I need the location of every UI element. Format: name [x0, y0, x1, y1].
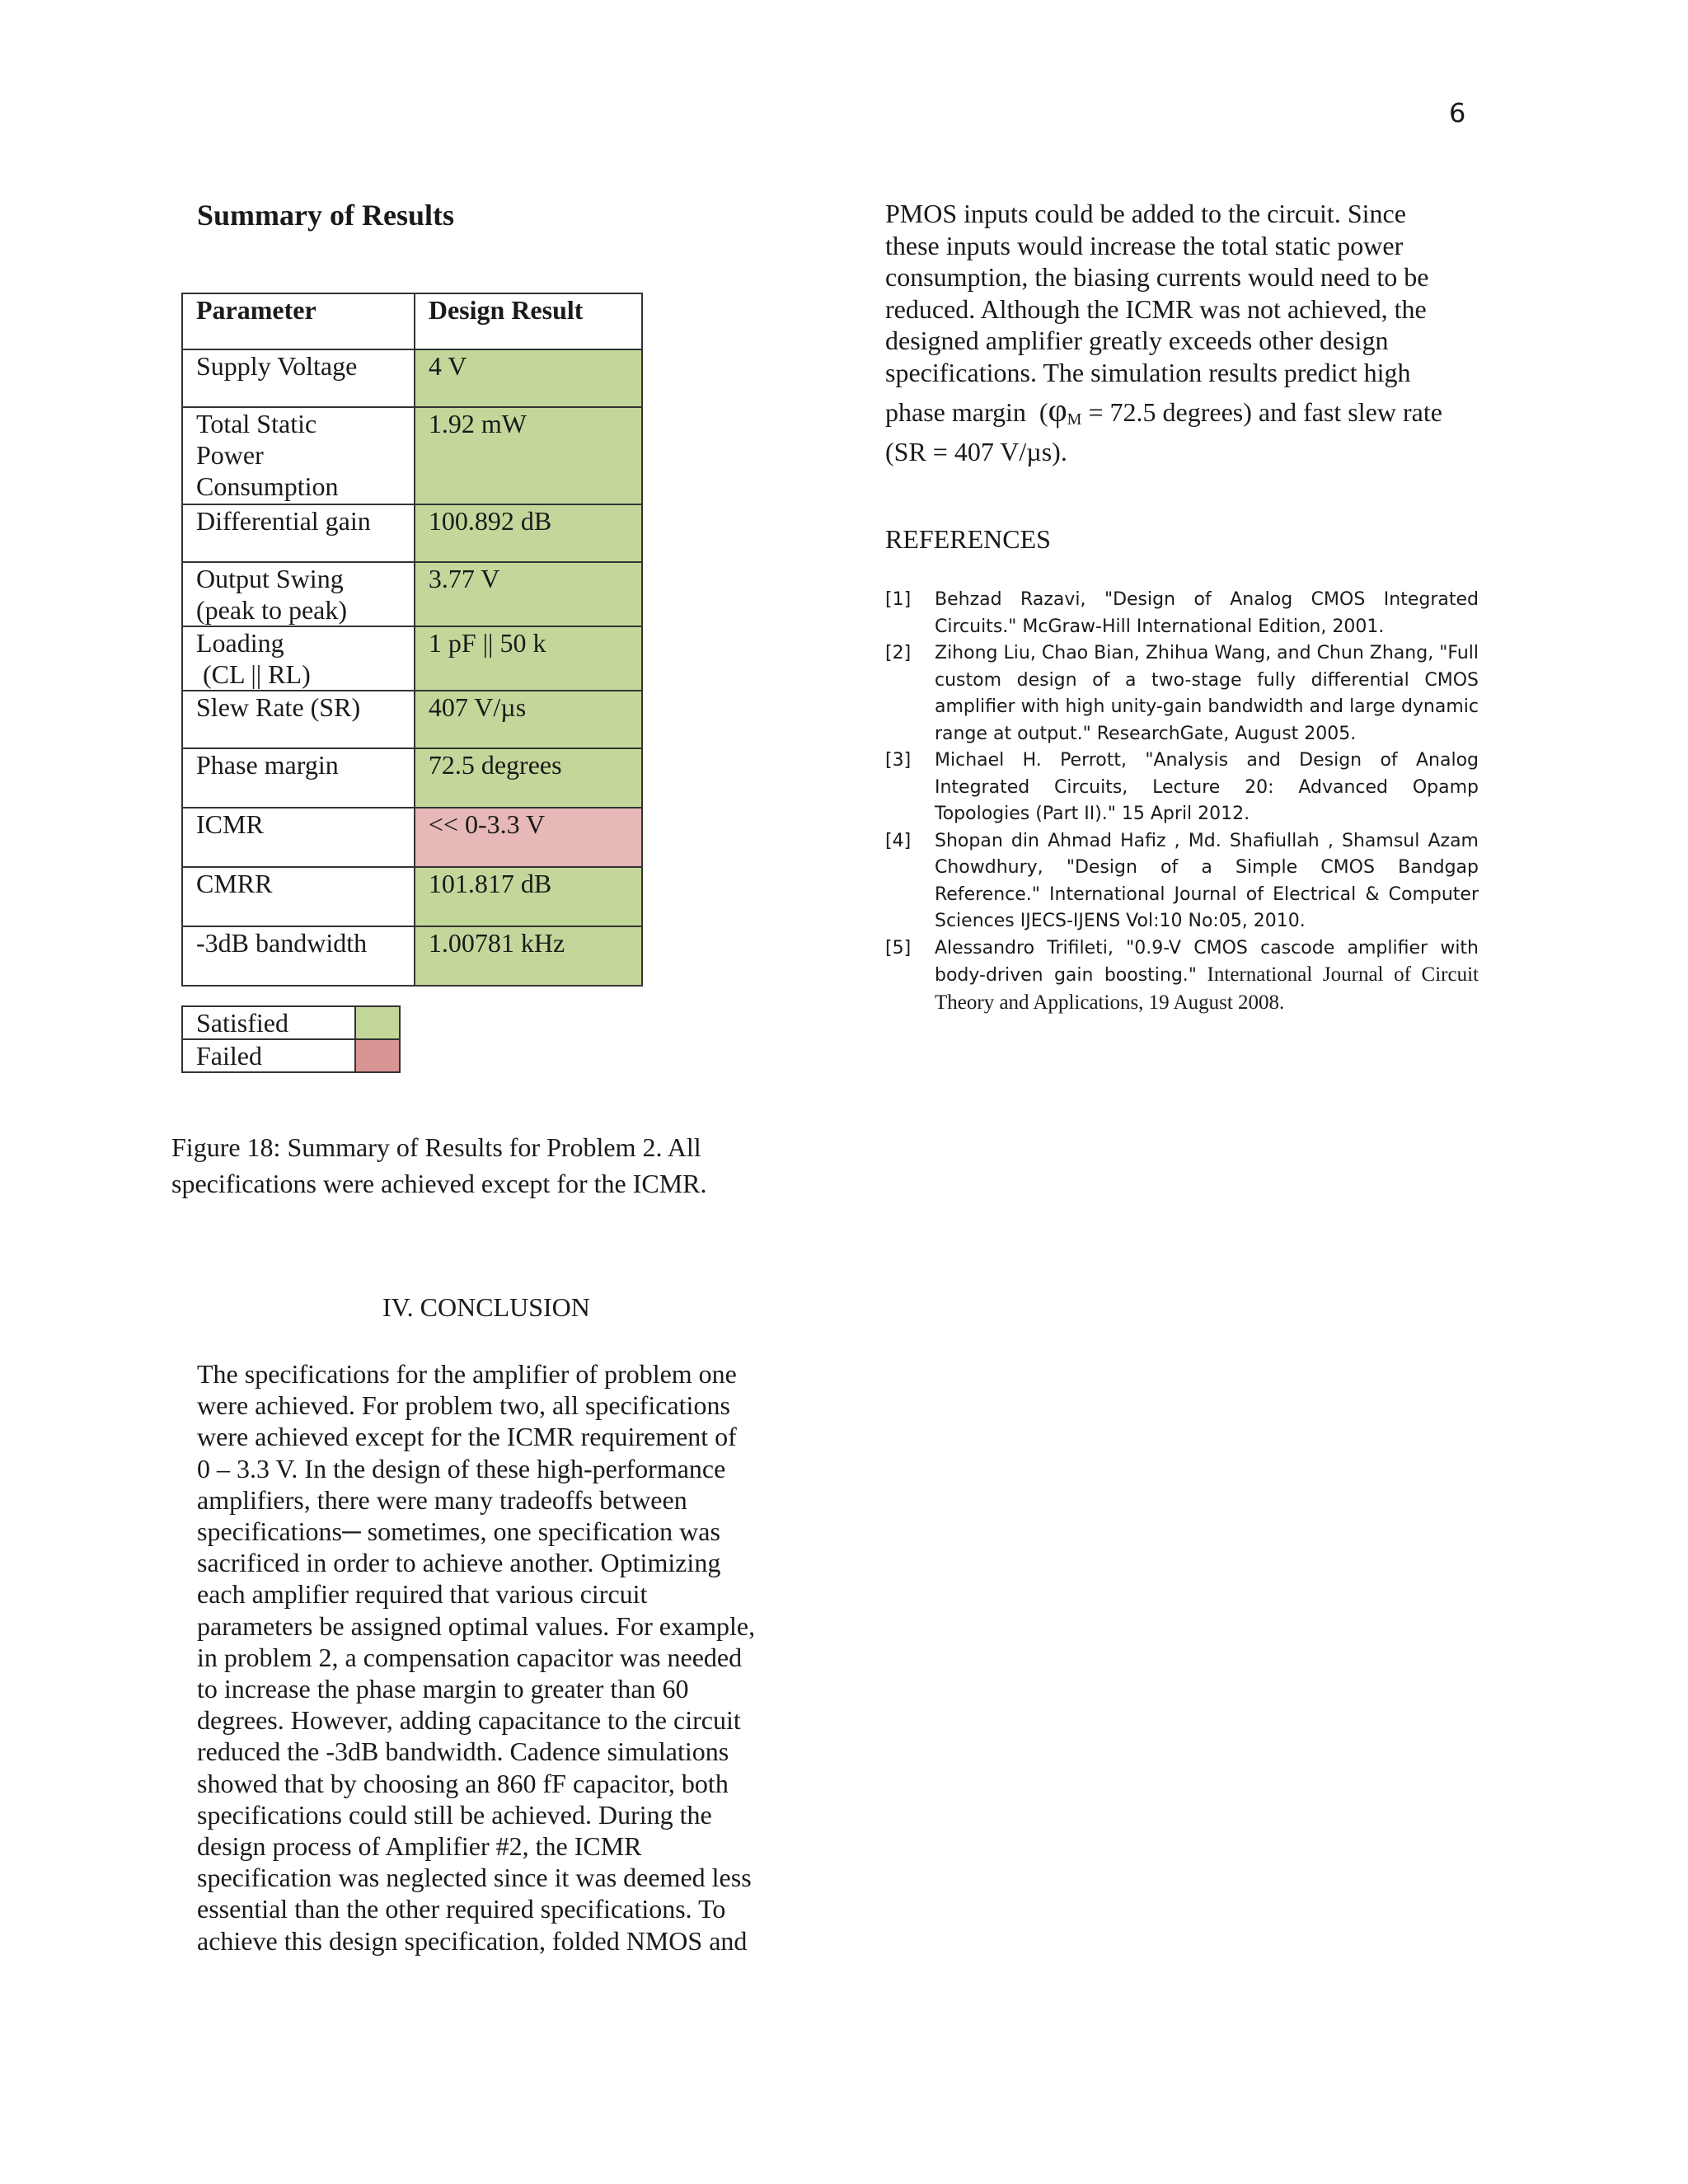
body-line: parameters be assigned optimal values. For example, — [197, 1610, 756, 1641]
row-value: 407 V/µs — [415, 691, 642, 748]
conclusion-body — [197, 1358, 799, 1957]
row-param-line: (peak to peak) — [196, 595, 348, 625]
body-line: specifications could still be achieved. During the — [197, 1799, 712, 1830]
right-column-body — [885, 198, 1479, 467]
legend-label-failed: Failed — [182, 1039, 355, 1072]
row-param-line: Consumption — [196, 471, 339, 501]
row-param — [182, 562, 415, 626]
table-row — [182, 691, 642, 748]
header-design-result: Design Result — [415, 293, 642, 349]
body-line: achieve this design specification, folded NMOS and — [197, 1925, 748, 1956]
body-line: were achieved except for the ICMR requirement of — [197, 1422, 737, 1452]
reference-item — [885, 640, 1479, 748]
table-header-row — [182, 293, 642, 349]
caption-line: Figure 18: Summary of Results for Problem 2. All — [171, 1132, 701, 1162]
body-line: reduced the -3dB bandwidth. Cadence simulations — [197, 1736, 729, 1767]
caption-line: specifications were achieved except for the ICMR. — [171, 1169, 707, 1198]
body-line: in problem 2, a compensation capacitor was needed — [197, 1642, 743, 1672]
row-param: CMRR — [182, 867, 415, 926]
row-param-line: Power — [196, 440, 264, 470]
reference-number: [3] — [885, 750, 912, 771]
body-line: specifications. The simulation results predict high — [885, 357, 1411, 387]
references-heading: REFERENCES — [885, 524, 1051, 554]
table-row — [182, 867, 642, 926]
phi-symbol: φ — [1048, 391, 1067, 429]
table-row — [182, 562, 642, 626]
body-line: were achieved. For problem two, all specifications — [197, 1390, 730, 1421]
reference-number: [1] — [885, 589, 912, 610]
body-line: showed that by choosing an 860 fF capacitor, both — [197, 1768, 729, 1798]
section-title: Summary of Results — [197, 199, 454, 232]
row-value: 4 V — [415, 349, 642, 407]
row-value: 1 pF || 50 k — [415, 626, 642, 691]
row-param: Supply Voltage — [182, 349, 415, 407]
row-param-line: Output Swing — [196, 564, 344, 593]
reference-text: Alessandro Trifileti, "0.9-V CMOS cascode amplifier with body-driven gain boosting." — [935, 937, 1479, 986]
row-value: 1.92 mW — [415, 407, 642, 504]
table-row — [182, 407, 642, 504]
table-row — [182, 626, 642, 691]
header-parameter: Parameter — [182, 293, 415, 349]
reference-number: [5] — [885, 937, 912, 958]
legend-swatch-satisfied — [355, 1006, 400, 1039]
body-line: 0 – 3.3 V. In the design of these high-performance — [197, 1453, 726, 1483]
phase-prefix: phase margin ( — [885, 397, 1048, 427]
page-number: 6 — [1449, 97, 1466, 129]
body-line: amplifiers, there were many tradeoffs between — [197, 1484, 687, 1515]
body-line: The specifications for the amplifier of problem one — [197, 1359, 737, 1389]
body-line: these inputs would increase the total static power — [885, 230, 1404, 260]
body-line: specifications─ sometimes, one specification was — [197, 1516, 720, 1547]
phi-subscript: M — [1067, 410, 1082, 429]
conclusion-heading: IV. CONCLUSION — [382, 1292, 590, 1322]
reference-item — [885, 748, 1479, 828]
body-line: sacrificed in order to achieve another. Optimizing — [197, 1548, 721, 1578]
body-line: specification was neglected since it was deemed less — [197, 1863, 752, 1893]
row-param: ICMR — [182, 808, 415, 867]
results-table — [181, 293, 643, 987]
reference-item — [885, 587, 1479, 640]
body-line: consumption, the biasing currents would need to be — [885, 262, 1429, 292]
row-value: 100.892 dB — [415, 504, 642, 562]
body-line: essential than the other required specifications. To — [197, 1894, 726, 1924]
table-row — [182, 808, 642, 867]
row-param: -3dB bandwidth — [182, 926, 415, 986]
reference-item — [885, 828, 1479, 935]
phase-margin-line — [885, 391, 1479, 436]
legend-row-failed — [182, 1039, 400, 1072]
row-param — [182, 407, 415, 504]
legend-table — [181, 1005, 401, 1073]
reference-number: [4] — [885, 830, 912, 851]
row-param — [182, 626, 415, 691]
row-value: 72.5 degrees — [415, 748, 642, 808]
phase-suffix: = 72.5 degrees) and fast slew rate — [1081, 397, 1442, 427]
legend-row-satisfied — [182, 1006, 400, 1039]
table-row — [182, 926, 642, 986]
row-param: Slew Rate (SR) — [182, 691, 415, 748]
row-value: << 0-3.3 V — [415, 808, 642, 867]
row-param-line: Loading — [196, 628, 284, 658]
reference-text: Michael H. Perrott, "Analysis and Design of Analog Integrated Circuits, Lecture 20: Advanced Opamp Topologies (Part II)." 15 April 2012. — [935, 750, 1479, 824]
reference-item — [885, 935, 1479, 1018]
reference-number: [2] — [885, 643, 912, 663]
row-value: 101.817 dB — [415, 867, 642, 926]
reference-journal: International Journal of Circuit Theory and Applications, 19 August 2008. — [935, 963, 1479, 1014]
row-value: 1.00781 kHz — [415, 926, 642, 986]
figure-caption — [171, 1129, 765, 1202]
body-line: (SR = 407 V/µs). — [885, 436, 1067, 466]
row-param: Phase margin — [182, 748, 415, 808]
row-value: 3.77 V — [415, 562, 642, 626]
body-line: each amplifier required that various circuit — [197, 1579, 648, 1610]
reference-text: Zihong Liu, Chao Bian, Zhihua Wang, and Chun Zhang, "Full custom design of a two-stage fully differential CMOS amplifier with high unity-gain bandwidth and large dynamic range at output." ResearchGate, August 2005. — [935, 643, 1479, 744]
table-row — [182, 504, 642, 562]
row-param-line: (CL || RL) — [196, 659, 311, 689]
row-param: Differential gain — [182, 504, 415, 562]
body-line: to increase the phase margin to greater than 60 — [197, 1674, 689, 1704]
row-param-line: Total Static — [196, 409, 317, 438]
legend-label-satisfied: Satisfied — [182, 1006, 355, 1039]
body-line: PMOS inputs could be added to the circuit. Since — [885, 199, 1406, 228]
reference-text: Behzad Razavi, "Design of Analog CMOS Integrated Circuits." McGraw-Hill International Edition, 2001. — [935, 589, 1479, 637]
references-list — [885, 587, 1479, 1017]
body-line: design process of Amplifier #2, the ICMR — [197, 1831, 642, 1862]
table-row — [182, 748, 642, 808]
reference-text: Shopan din Ahmad Hafiz , Md. Shafiullah , Shamsul Azam Chowdhury, "Design of a Simple CMOS Bandgap Reference." International Journal of Electrical & Computer Sciences IJECS-IJENS Vol:10 No:05, 2010. — [935, 830, 1479, 931]
table-row — [182, 349, 642, 407]
body-line: degrees. However, adding capacitance to the circuit — [197, 1705, 741, 1736]
body-line: designed amplifier greatly exceeds other design — [885, 326, 1389, 355]
body-line: reduced. Although the ICMR was not achieved, the — [885, 293, 1427, 324]
legend-swatch-failed — [355, 1039, 400, 1072]
